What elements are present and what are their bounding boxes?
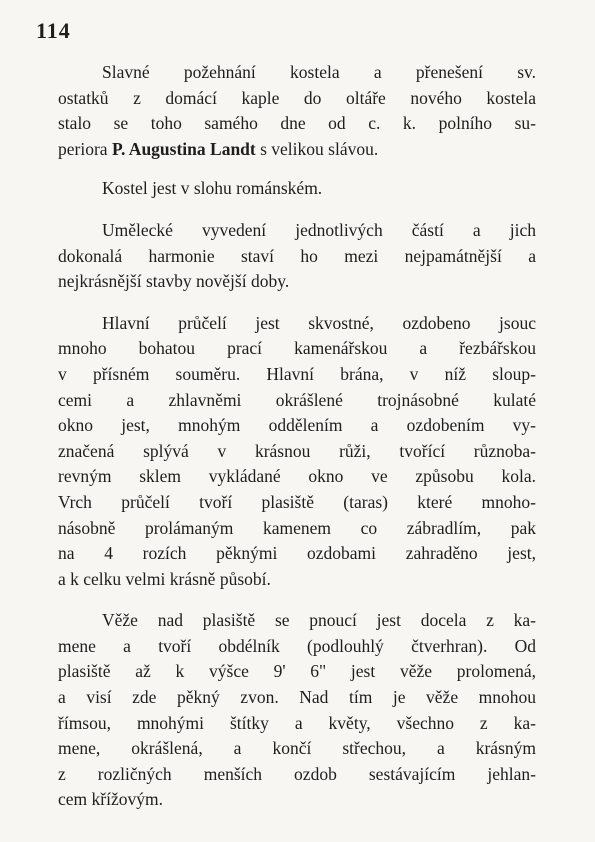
text-line: v přísném souměru. Hlavní brána, v níž sloup-: [58, 363, 536, 384]
page-number: 114: [36, 18, 71, 43]
text-line: Věže nad plasiště se pnoucí jest docela z ka-: [102, 610, 536, 631]
text-line: a visí zde pěkný zvon. Nad tím je věže mnohou: [58, 687, 536, 708]
text-line: mene a tvoří obdélník (podlouhlý čtverhran). Od: [58, 635, 536, 656]
text-line: revným sklem vykládané okno ve způsobu kola.: [58, 466, 536, 487]
text-line: mnoho bohatou prací kamenářskou a řezbářskou: [58, 338, 536, 359]
text-line: dokonalá harmonie staví ho mezi nejpamátnější a: [58, 245, 536, 266]
text-run: periora: [58, 138, 112, 159]
body-text: [58, 60, 536, 813]
text-line: Hlavní průčelí jest skvostné, ozdobeno jsouc: [102, 312, 536, 333]
paragraph: [58, 608, 536, 813]
text-line: na 4 rozích pěknými ozdobami zahraděno jest,: [58, 543, 536, 564]
text-line: z rozličných menších ozdob sestávajícím jehlan-: [58, 763, 536, 784]
text-line: okno jest, mnohým oddělením a ozdobením vy-: [58, 415, 536, 436]
text-line: násobně prolámaným kamenem co zábradlím, pak: [58, 517, 536, 538]
text-line: značená splývá v krásnou růži, tvořící různoba-: [58, 440, 536, 461]
text-line: nejkrásnější stavby novější doby.: [58, 271, 290, 292]
text-run: s velikou slávou.: [255, 138, 379, 159]
paragraph: [58, 311, 536, 593]
text-line: Slavné požehnání kostela a přenešení sv.: [102, 62, 536, 82]
text-line: mene, okrášlená, a končí střechou, a krásným: [58, 738, 536, 759]
text-line: Kostel jest v slohu románském.: [102, 178, 323, 199]
text-line: římsou, mnohými štítky a květy, všechno z ka-: [58, 712, 536, 733]
text-line: stalo se toho samého dne od c. k. polního su-: [58, 113, 536, 134]
paragraph: [58, 60, 536, 162]
paragraph: [58, 218, 536, 295]
text-line: [58, 137, 536, 163]
text-line: a k celku velmi krásně působí.: [58, 568, 271, 589]
text-line: plasiště až k výšce 9' 6" jest věže prolomená,: [58, 661, 536, 682]
paragraph: [58, 176, 536, 202]
text-line: cemi a zhlavněmi okrášlené trojnásobné kulaté: [58, 389, 536, 410]
text-line: Vrch průčelí tvoří plasiště (taras) které mnoho-: [58, 491, 536, 512]
text-line: Umělecké vyvedení jednotlivých částí a jich: [102, 219, 536, 240]
author-name: P. Augustina Landt: [111, 138, 256, 159]
text-line: cem křížovým.: [58, 789, 163, 810]
text-line: ostatků z domácí kaple do oltáře nového kostela: [58, 87, 536, 108]
